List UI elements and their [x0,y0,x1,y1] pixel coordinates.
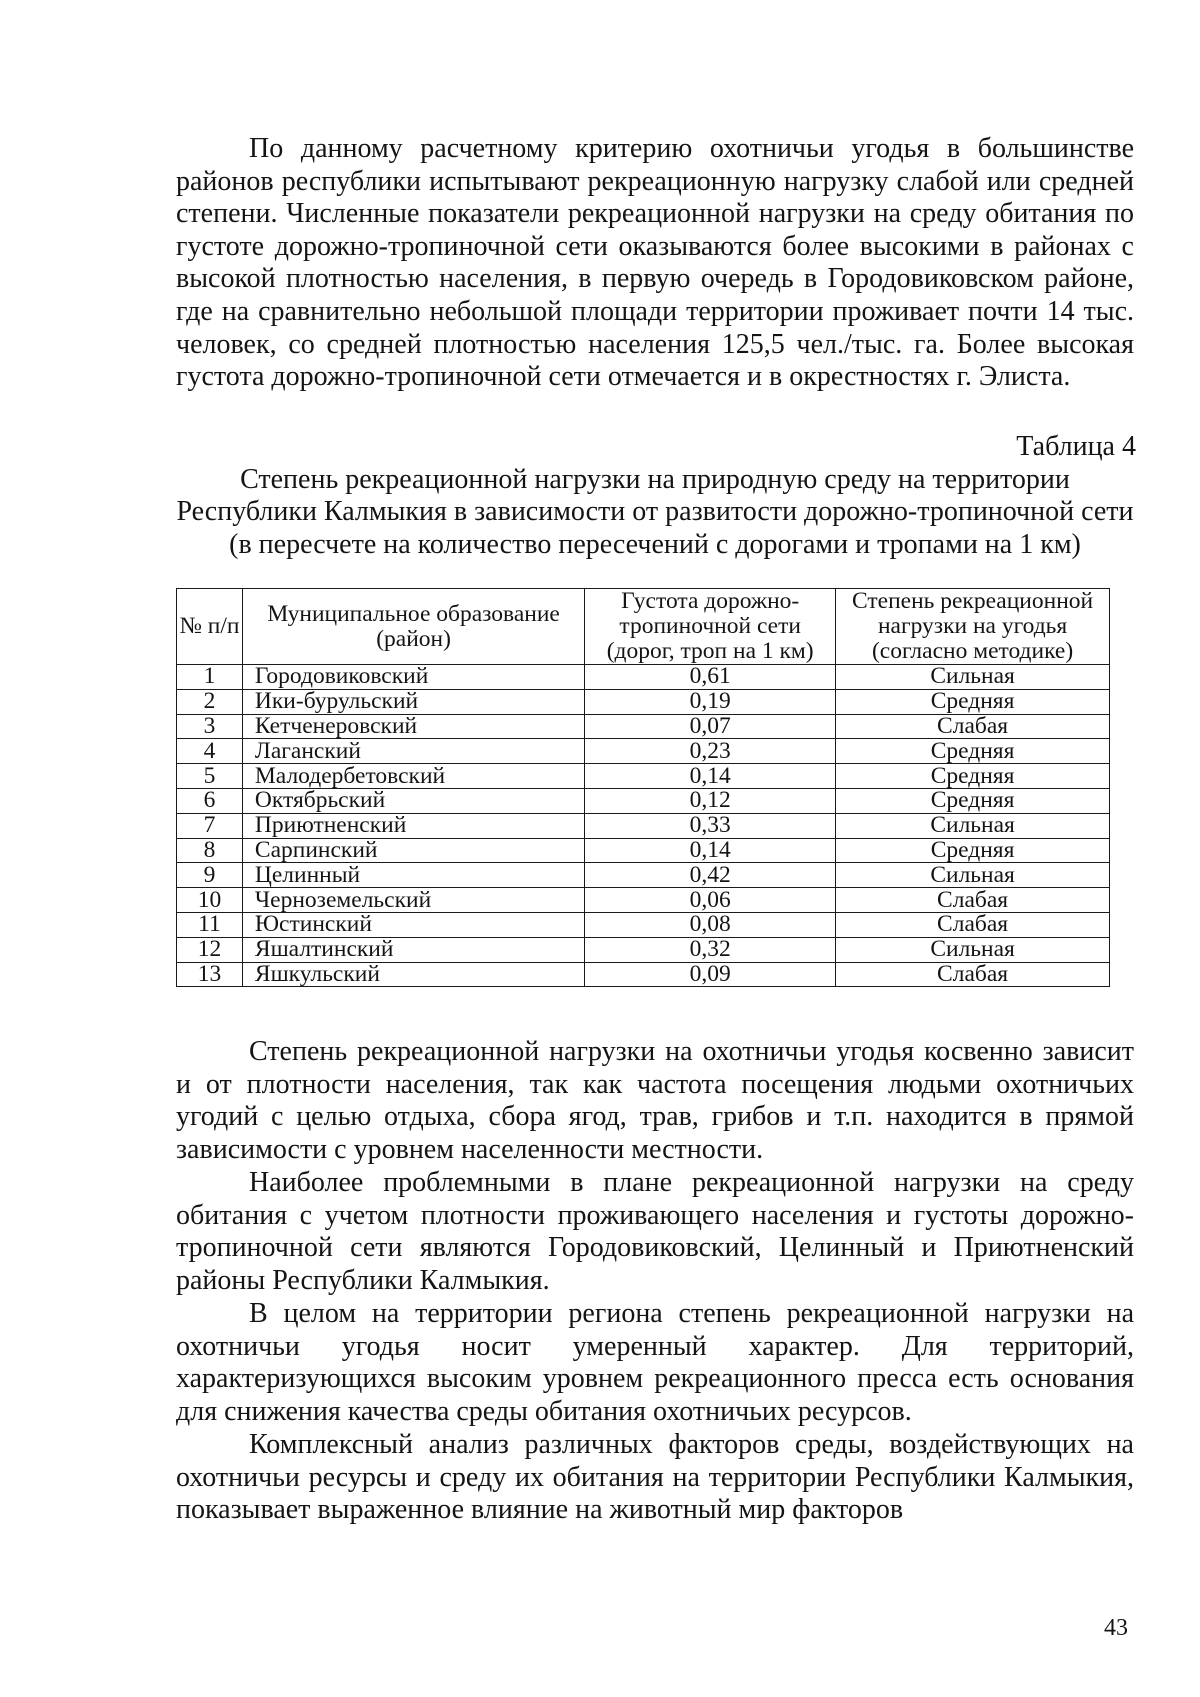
table-body [177,665,1110,987]
row-density: 0,14 [585,838,836,863]
row-degree: Средняя [836,764,1110,789]
paragraph-overall-assessment: В целом на территории региона степень рекреационной нагрузки на охотничьи угодья носит умеренный характер. Для территорий, характеризующихся высоким уровнем рекреационного пресса есть основания для снижения качества среды обитания охотничьих ресурсов. [176,1298,1134,1427]
table-header [177,589,1110,665]
table-row [177,962,1110,987]
row-degree: Средняя [836,838,1110,863]
row-name: Малодербетовский [242,764,584,789]
header-municipality: Муниципальное образование (район) [242,589,584,665]
row-density: 0,23 [585,739,836,764]
paragraph-complex-analysis: Комплексный анализ различных факторов среды, воздействующих на охотничьи ресурсы и среду их обитания на территории Республики Калмыкия, показывает выраженное влияние на животный мир факторов [176,1429,1134,1526]
row-name: Юстинский [242,912,584,937]
table-row [177,689,1110,714]
row-name: Кетченеровский [242,714,584,739]
row-num: 4 [177,739,243,764]
table-row [177,912,1110,937]
row-num: 3 [177,714,243,739]
row-degree: Слабая [836,888,1110,913]
table-row [177,838,1110,863]
paragraph-intro: По данному расчетному критерию охотничьи угодья в большинстве районов республики испытывают рекреационную нагрузку слабой или средней степени. Численные показатели рекреационной нагрузки на среду обитания по густоте дорожно-тропиночной сети оказываются более высокими в районах с высокой плотностью населения, в первую очередь в Городовиковском районе, где на сравнительно небольшой площади территории проживает почти 14 тыс. человек, со средней плотностью населения 125,5 чел./тыс. га. Более высокая густота дорожно-тропиночной сети отмечается и в окрестностях г. Элиста. [176,133,1134,393]
table-label: Таблица 4 [1016,431,1136,462]
table-header-row [177,589,1110,665]
table-row [177,714,1110,739]
row-density: 0,61 [585,665,836,690]
row-density: 0,14 [585,764,836,789]
paragraph-population-dependency: Степень рекреационной нагрузки на охотничьи угодья косвенно зависит и от плотности населения, так как частота посещения людьми охотничьих угодий с целью отдыха, сбора ягод, трав, грибов и т.п. находится в прямой зависимости с уровнем населенности местности. [176,1036,1134,1165]
row-density: 0,19 [585,689,836,714]
row-density: 0,33 [585,813,836,838]
table-row [177,888,1110,913]
row-num: 10 [177,888,243,913]
row-name: Целинный [242,863,584,888]
paragraph-problem-districts: Наиболее проблемными в плане рекреационной нагрузки на среду обитания с учетом плотности проживающего населения и густоты дорожно-тропиночной сети являются Городовиковский, Целинный и Приютненский районы Республики Калмыкия. [176,1167,1134,1296]
table-caption: Степень рекреационной нагрузки на природную среду на территории Республики Калмыкия в зависимости от развитости дорожно-тропиночной сети (в пересчете на количество пересечений с дорогами и тропами на 1 км) [176,464,1134,560]
row-name: Октябрьский [242,788,584,813]
row-name: Приютненский [242,813,584,838]
row-num: 8 [177,838,243,863]
table-row [177,788,1110,813]
row-num: 11 [177,912,243,937]
row-degree: Средняя [836,739,1110,764]
row-num: 2 [177,689,243,714]
row-degree: Средняя [836,788,1110,813]
table-row [177,863,1110,888]
row-degree: Слабая [836,962,1110,987]
row-num: 7 [177,813,243,838]
table-row [177,739,1110,764]
row-density: 0,42 [585,863,836,888]
row-degree: Сильная [836,813,1110,838]
row-degree: Слабая [836,714,1110,739]
row-num: 13 [177,962,243,987]
row-name: Городовиковский [242,665,584,690]
row-name: Лаганский [242,739,584,764]
row-num: 5 [177,764,243,789]
row-name: Сарпинский [242,838,584,863]
row-density: 0,09 [585,962,836,987]
table-row [177,665,1110,690]
row-name: Яшалтинский [242,937,584,962]
table-row [177,813,1110,838]
row-degree: Слабая [836,912,1110,937]
header-num: № п/п [177,589,243,665]
row-degree: Сильная [836,937,1110,962]
recreation-load-table [176,588,1110,987]
row-num: 1 [177,665,243,690]
row-density: 0,12 [585,788,836,813]
row-density: 0,07 [585,714,836,739]
row-num: 12 [177,937,243,962]
header-density: Густота дорожно-тропиночной сети (дорог, троп на 1 км) [585,589,836,665]
table-row [177,937,1110,962]
header-degree: Степень рекреационной нагрузки на угодья (согласно методике) [836,589,1110,665]
row-density: 0,06 [585,888,836,913]
row-density: 0,08 [585,912,836,937]
row-degree: Сильная [836,863,1110,888]
row-name: Яшкульский [242,962,584,987]
page-number: 43 [1104,1615,1128,1641]
row-name: Ики-бурульский [242,689,584,714]
row-num: 9 [177,863,243,888]
row-num: 6 [177,788,243,813]
row-degree: Сильная [836,665,1110,690]
table-row [177,764,1110,789]
row-density: 0,32 [585,937,836,962]
row-name: Черноземельский [242,888,584,913]
row-degree: Средняя [836,689,1110,714]
